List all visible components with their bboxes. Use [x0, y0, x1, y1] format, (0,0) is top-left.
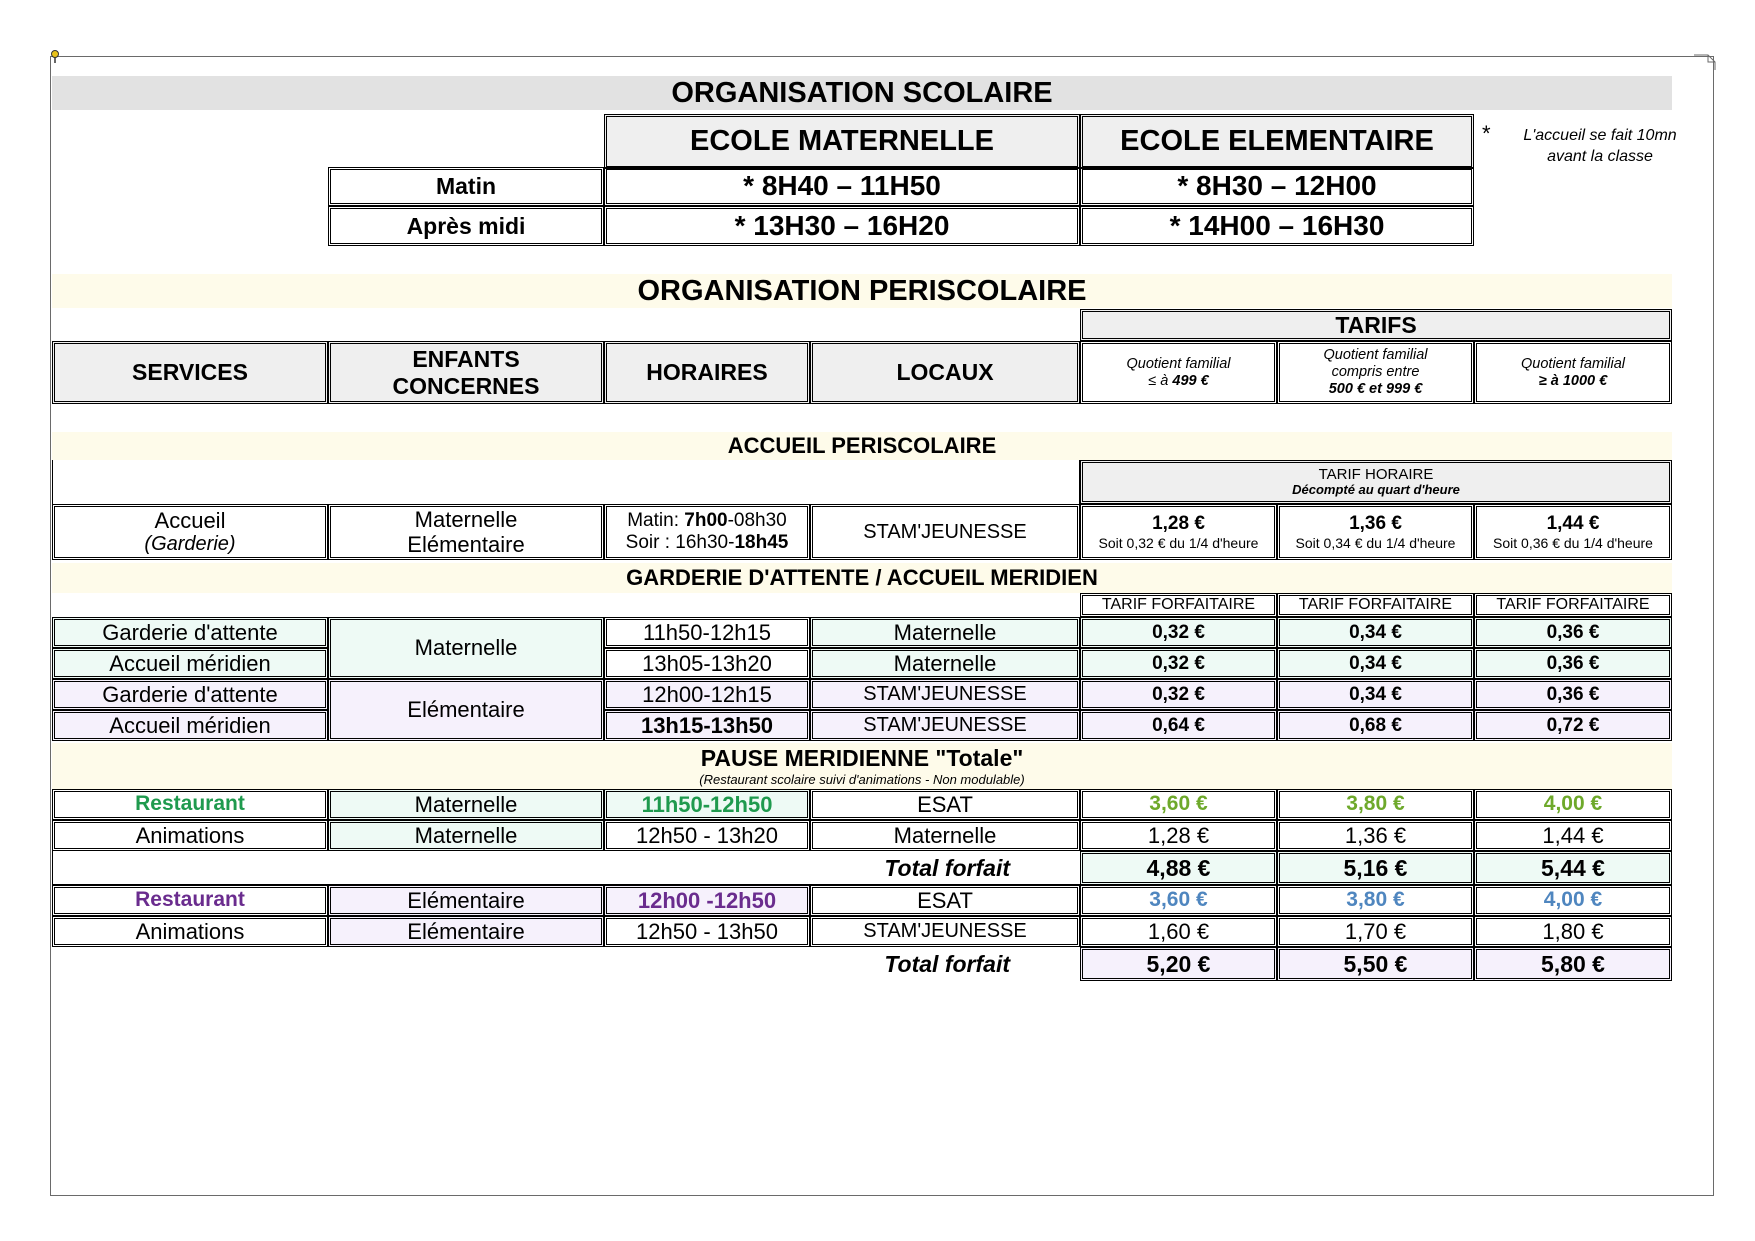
accueil-price-3: 1,44 € [1546, 513, 1600, 535]
tarif-horaire-sub: Décompté au quart d'heure [1292, 482, 1460, 498]
pause-mat-animations-service: Animations [52, 820, 328, 851]
garderie-row1-t3: 0,36 € [1474, 617, 1672, 648]
accueil-service-line1: Accueil [154, 507, 226, 533]
col-ecole-elementaire: ECOLE ELEMENTAIRE [1080, 114, 1474, 169]
garderie-row2-locaux: Maternelle [810, 648, 1080, 679]
q1-line2-bold: 499 € [1172, 372, 1209, 389]
pause-elem-animations-enfants: Elémentaire [328, 916, 604, 947]
pause-elem-restaurant-t1: 3,60 € [1080, 885, 1277, 916]
accueil-price-2: 1,36 € [1349, 513, 1402, 535]
note-line1: L'accueil se fait 10mn [1523, 127, 1677, 144]
apres-midi-elementaire: * 14H00 – 16H30 [1080, 206, 1474, 246]
pause-mat-animations-t3: 1,44 € [1474, 820, 1672, 851]
header-horaires: HORAIRES [604, 341, 810, 404]
garderie-row3-service: Garderie d'attente [52, 679, 328, 710]
accueil-horaire-soir [626, 532, 789, 554]
forfait-header-3: TARIF FORFAITAIRE [1474, 593, 1672, 617]
pause-mat-animations-t2: 1,36 € [1277, 820, 1474, 851]
pause-mat-total-t3: 5,44 € [1474, 851, 1672, 885]
pause-elem-animations-t2: 1,70 € [1277, 916, 1474, 947]
garderie-row4-locaux: STAM'JEUNESSE [810, 710, 1080, 741]
note-line2: avant la classe [1547, 147, 1653, 165]
pause-mat-total-t2: 5,16 € [1277, 851, 1474, 885]
accueil-horaires [604, 504, 810, 560]
accueil-service-line2: (Garderie) [144, 533, 236, 556]
garderie-row2-t2: 0,34 € [1277, 648, 1474, 679]
accueil-title: ACCUEIL PERISCOLAIRE [52, 432, 1672, 460]
garderie-row3-t3: 0,36 € [1474, 679, 1672, 710]
pause-mat-total-label: Total forfait [884, 855, 1010, 881]
pause-elem-animations-horaire: 12h50 - 13h50 [604, 916, 810, 947]
note-star: * [1482, 121, 1491, 146]
matin-bold: 7h00 [684, 510, 728, 532]
pause-elem-animations-t1: 1,60 € [1080, 916, 1277, 947]
accueil-detail-2: Soit 0,34 € du 1/4 d'heure [1295, 534, 1456, 551]
pause-elem-animations-t3: 1,80 € [1474, 916, 1672, 947]
accueil-price-1: 1,28 € [1152, 513, 1205, 535]
garderie-title: GARDERIE D'ATTENTE / ACCUEIL MERIDIEN [52, 563, 1672, 593]
pause-mat-animations-locaux: Maternelle [810, 820, 1080, 851]
accueil-service [52, 504, 328, 560]
header-enfants [328, 341, 604, 404]
garderie-row4-t3: 0,72 € [1474, 710, 1672, 741]
garderie-elementaire-label: Elémentaire [328, 679, 604, 741]
pause-mat-restaurant-t2: 3,80 € [1277, 789, 1474, 820]
pin-icon [50, 50, 60, 64]
pause-elem-restaurant-enfants: Elémentaire [328, 885, 604, 916]
forfait-header-1: TARIF FORFAITAIRE [1080, 593, 1277, 617]
garderie-row1-horaire: 11h50-12h15 [604, 617, 810, 648]
q3-line2: ≥ à 1000 € [1538, 372, 1608, 389]
page-fold-icon [1694, 54, 1716, 70]
garderie-row1-t1: 0,32 € [1080, 617, 1277, 648]
q1-line1: Quotient familial [1126, 355, 1231, 372]
garderie-row4-horaire: 13h15-13h50 [604, 710, 810, 741]
pause-elem-total-t1: 5,20 € [1080, 947, 1277, 981]
garderie-row2-t1: 0,32 € [1080, 648, 1277, 679]
q2-line3: 500 € et 999 € [1328, 380, 1423, 397]
pause-title: PAUSE MERIDIENNE "Totale" [700, 745, 1024, 771]
accueil-detail-1: Soit 0,32 € du 1/4 d'heure [1098, 534, 1259, 551]
accueil-horaire-matin [627, 510, 787, 532]
header-quotient-2 [1277, 341, 1474, 404]
accueil-tarif-1 [1080, 504, 1277, 560]
garderie-row3-t1: 0,32 € [1080, 679, 1277, 710]
pause-mat-restaurant-horaire: 11h50-12h50 [604, 789, 810, 820]
matin-prefix: Matin: [627, 510, 685, 532]
accueil-enfants-line2: Elémentaire [407, 532, 525, 557]
soir-prefix: Soir : 16h30- [625, 532, 735, 553]
pause-mat-restaurant-enfants: Maternelle [328, 789, 604, 820]
garderie-row2-service: Accueil méridien [52, 648, 328, 679]
garderie-row1-t2: 0,34 € [1277, 617, 1474, 648]
q2-line2: compris entre [1331, 364, 1420, 381]
accueil-detail-3: Soit 0,36 € du 1/4 d'heure [1493, 534, 1653, 551]
periscolaire-title: ORGANISATION PERISCOLAIRE [52, 274, 1672, 308]
pause-elem-restaurant-locaux: ESAT [810, 885, 1080, 916]
col-ecole-maternelle: ECOLE MATERNELLE [604, 114, 1080, 169]
matin-elementaire: * 8H30 – 12H00 [1080, 167, 1474, 206]
pause-elem-restaurant-service: Restaurant [52, 885, 328, 916]
garderie-row1-service: Garderie d'attente [52, 617, 328, 648]
garderie-row2-t3: 0,36 € [1474, 648, 1672, 679]
pause-mat-total-t1: 4,88 € [1080, 851, 1277, 885]
row-apres-midi-label: Après midi [328, 206, 604, 246]
pause-band [52, 743, 1672, 789]
header-quotient-3 [1474, 341, 1672, 404]
forfait-header-2: TARIF FORFAITAIRE [1277, 593, 1474, 617]
accueil-enfants-line1: Maternelle [414, 506, 518, 532]
accueil-tarif-3 [1474, 504, 1672, 560]
tarif-horaire-header [1080, 460, 1672, 504]
pause-elem-restaurant-horaire: 12h00 -12h50 [604, 885, 810, 916]
pause-elem-total-t2: 5,50 € [1277, 947, 1474, 981]
pause-mat-animations-t1: 1,28 € [1080, 820, 1277, 851]
pause-mat-restaurant-service: Restaurant [52, 789, 328, 820]
tarifs-header: TARIFS [1080, 309, 1672, 341]
q3-line1: Quotient familial [1521, 355, 1625, 372]
q2-line1: Quotient familial [1323, 347, 1428, 364]
scolaire-title: ORGANISATION SCOLAIRE [52, 76, 1672, 110]
accueil-spacer [52, 460, 1080, 504]
matin-maternelle: * 8H40 – 11H50 [604, 167, 1080, 206]
garderie-row3-horaire: 12h00-12h15 [604, 679, 810, 710]
garderie-row4-t1: 0,64 € [1080, 710, 1277, 741]
pause-elem-animations-locaux: STAM'JEUNESSE [810, 916, 1080, 947]
accueil-locaux: STAM'JEUNESSE [810, 504, 1080, 560]
header-enfants-line2: CONCERNES [392, 372, 540, 399]
garderie-row3-locaux: STAM'JEUNESSE [810, 679, 1080, 710]
pause-mat-restaurant-locaux: ESAT [810, 789, 1080, 820]
scolaire-note [1482, 121, 1700, 168]
garderie-row4-service: Accueil méridien [52, 710, 328, 741]
accueil-enfants [328, 504, 604, 560]
garderie-row4-t2: 0,68 € [1277, 710, 1474, 741]
pause-mat-restaurant-t3: 4,00 € [1474, 789, 1672, 820]
garderie-maternelle-label: Maternelle [328, 617, 604, 679]
header-quotient-1 [1080, 341, 1277, 404]
pause-elem-animations-service: Animations [52, 916, 328, 947]
header-enfants-line1: ENFANTS [412, 346, 520, 373]
header-locaux: LOCAUX [810, 341, 1080, 404]
matin-rest: -08h30 [727, 510, 787, 532]
pause-elem-restaurant-t2: 3,80 € [1277, 885, 1474, 916]
row-matin-label: Matin [328, 167, 604, 206]
pause-mat-restaurant-t1: 3,60 € [1080, 789, 1277, 820]
pause-mat-animations-horaire: 12h50 - 13h20 [604, 820, 810, 851]
pause-elem-total-t3: 5,80 € [1474, 947, 1672, 981]
header-services: SERVICES [52, 341, 328, 404]
q1-line2-prefix: ≤ à [1148, 372, 1173, 389]
apres-midi-maternelle: * 13H30 – 16H20 [604, 206, 1080, 246]
soir-bold: 18h45 [734, 532, 789, 553]
garderie-row1-locaux: Maternelle [810, 617, 1080, 648]
accueil-tarif-2 [1277, 504, 1474, 560]
pause-elem-restaurant-t3: 4,00 € [1474, 885, 1672, 916]
q1-line2 [1148, 373, 1208, 390]
pause-elem-total-label: Total forfait [884, 951, 1010, 977]
pause-subtitle: (Restaurant scolaire suivi d'animations - Non modulable) [699, 772, 1025, 787]
garderie-row2-horaire: 13h05-13h20 [604, 648, 810, 679]
tarif-horaire-label: TARIF HORAIRE [1318, 465, 1434, 483]
pause-mat-animations-enfants: Maternelle [328, 820, 604, 851]
garderie-row3-t2: 0,34 € [1277, 679, 1474, 710]
